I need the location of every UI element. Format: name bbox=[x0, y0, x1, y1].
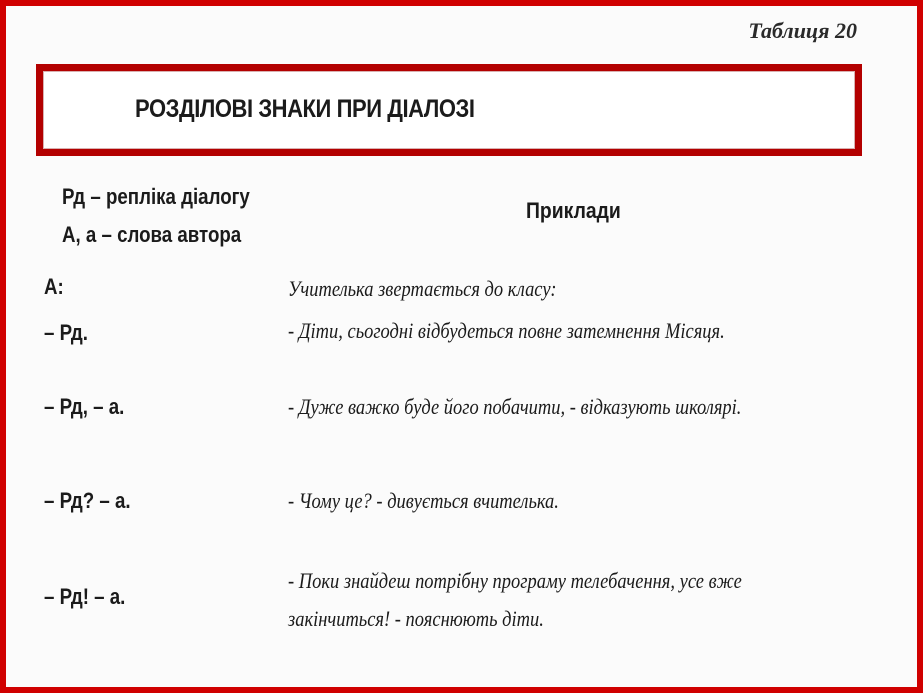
scheme-replica-period: – Рд. bbox=[44, 320, 88, 345]
scheme-replica-question: – Рд? – а. bbox=[44, 488, 131, 513]
scheme-intro: А: bbox=[44, 274, 64, 299]
legend bbox=[62, 178, 250, 254]
example-replica-period: - Діти, сьогодні відбудеться повне затемнення Місяця. bbox=[288, 318, 725, 343]
example-replica-exclamation-line1: - Поки знайдеш потрібну програму телебачення, усе вже bbox=[288, 568, 742, 593]
example-intro: Учителька звертається до класу: bbox=[288, 276, 557, 301]
scheme-replica-comma: – Рд, – а. bbox=[44, 394, 125, 419]
legend-line-author: А, а – слова автора bbox=[62, 222, 242, 247]
legend-line-replica: Рд – репліка діалогу bbox=[62, 184, 250, 209]
example-replica-question: - Чому це? - дивується вчителька. bbox=[288, 488, 559, 513]
table-number-label: Таблиця 20 bbox=[748, 18, 857, 43]
example-replica-comma: - Дуже важко буде його побачити, - відказують школярі. bbox=[288, 394, 742, 419]
example-replica-exclamation-line2: закінчиться! - пояснюють діти. bbox=[288, 606, 544, 631]
examples-header: Приклади bbox=[526, 198, 621, 223]
scheme-replica-exclamation: – Рд! – а. bbox=[44, 584, 126, 609]
title-box bbox=[36, 64, 862, 156]
page-title: РОЗДІЛОВІ ЗНАКИ ПРИ ДІАЛОЗІ bbox=[135, 95, 475, 123]
